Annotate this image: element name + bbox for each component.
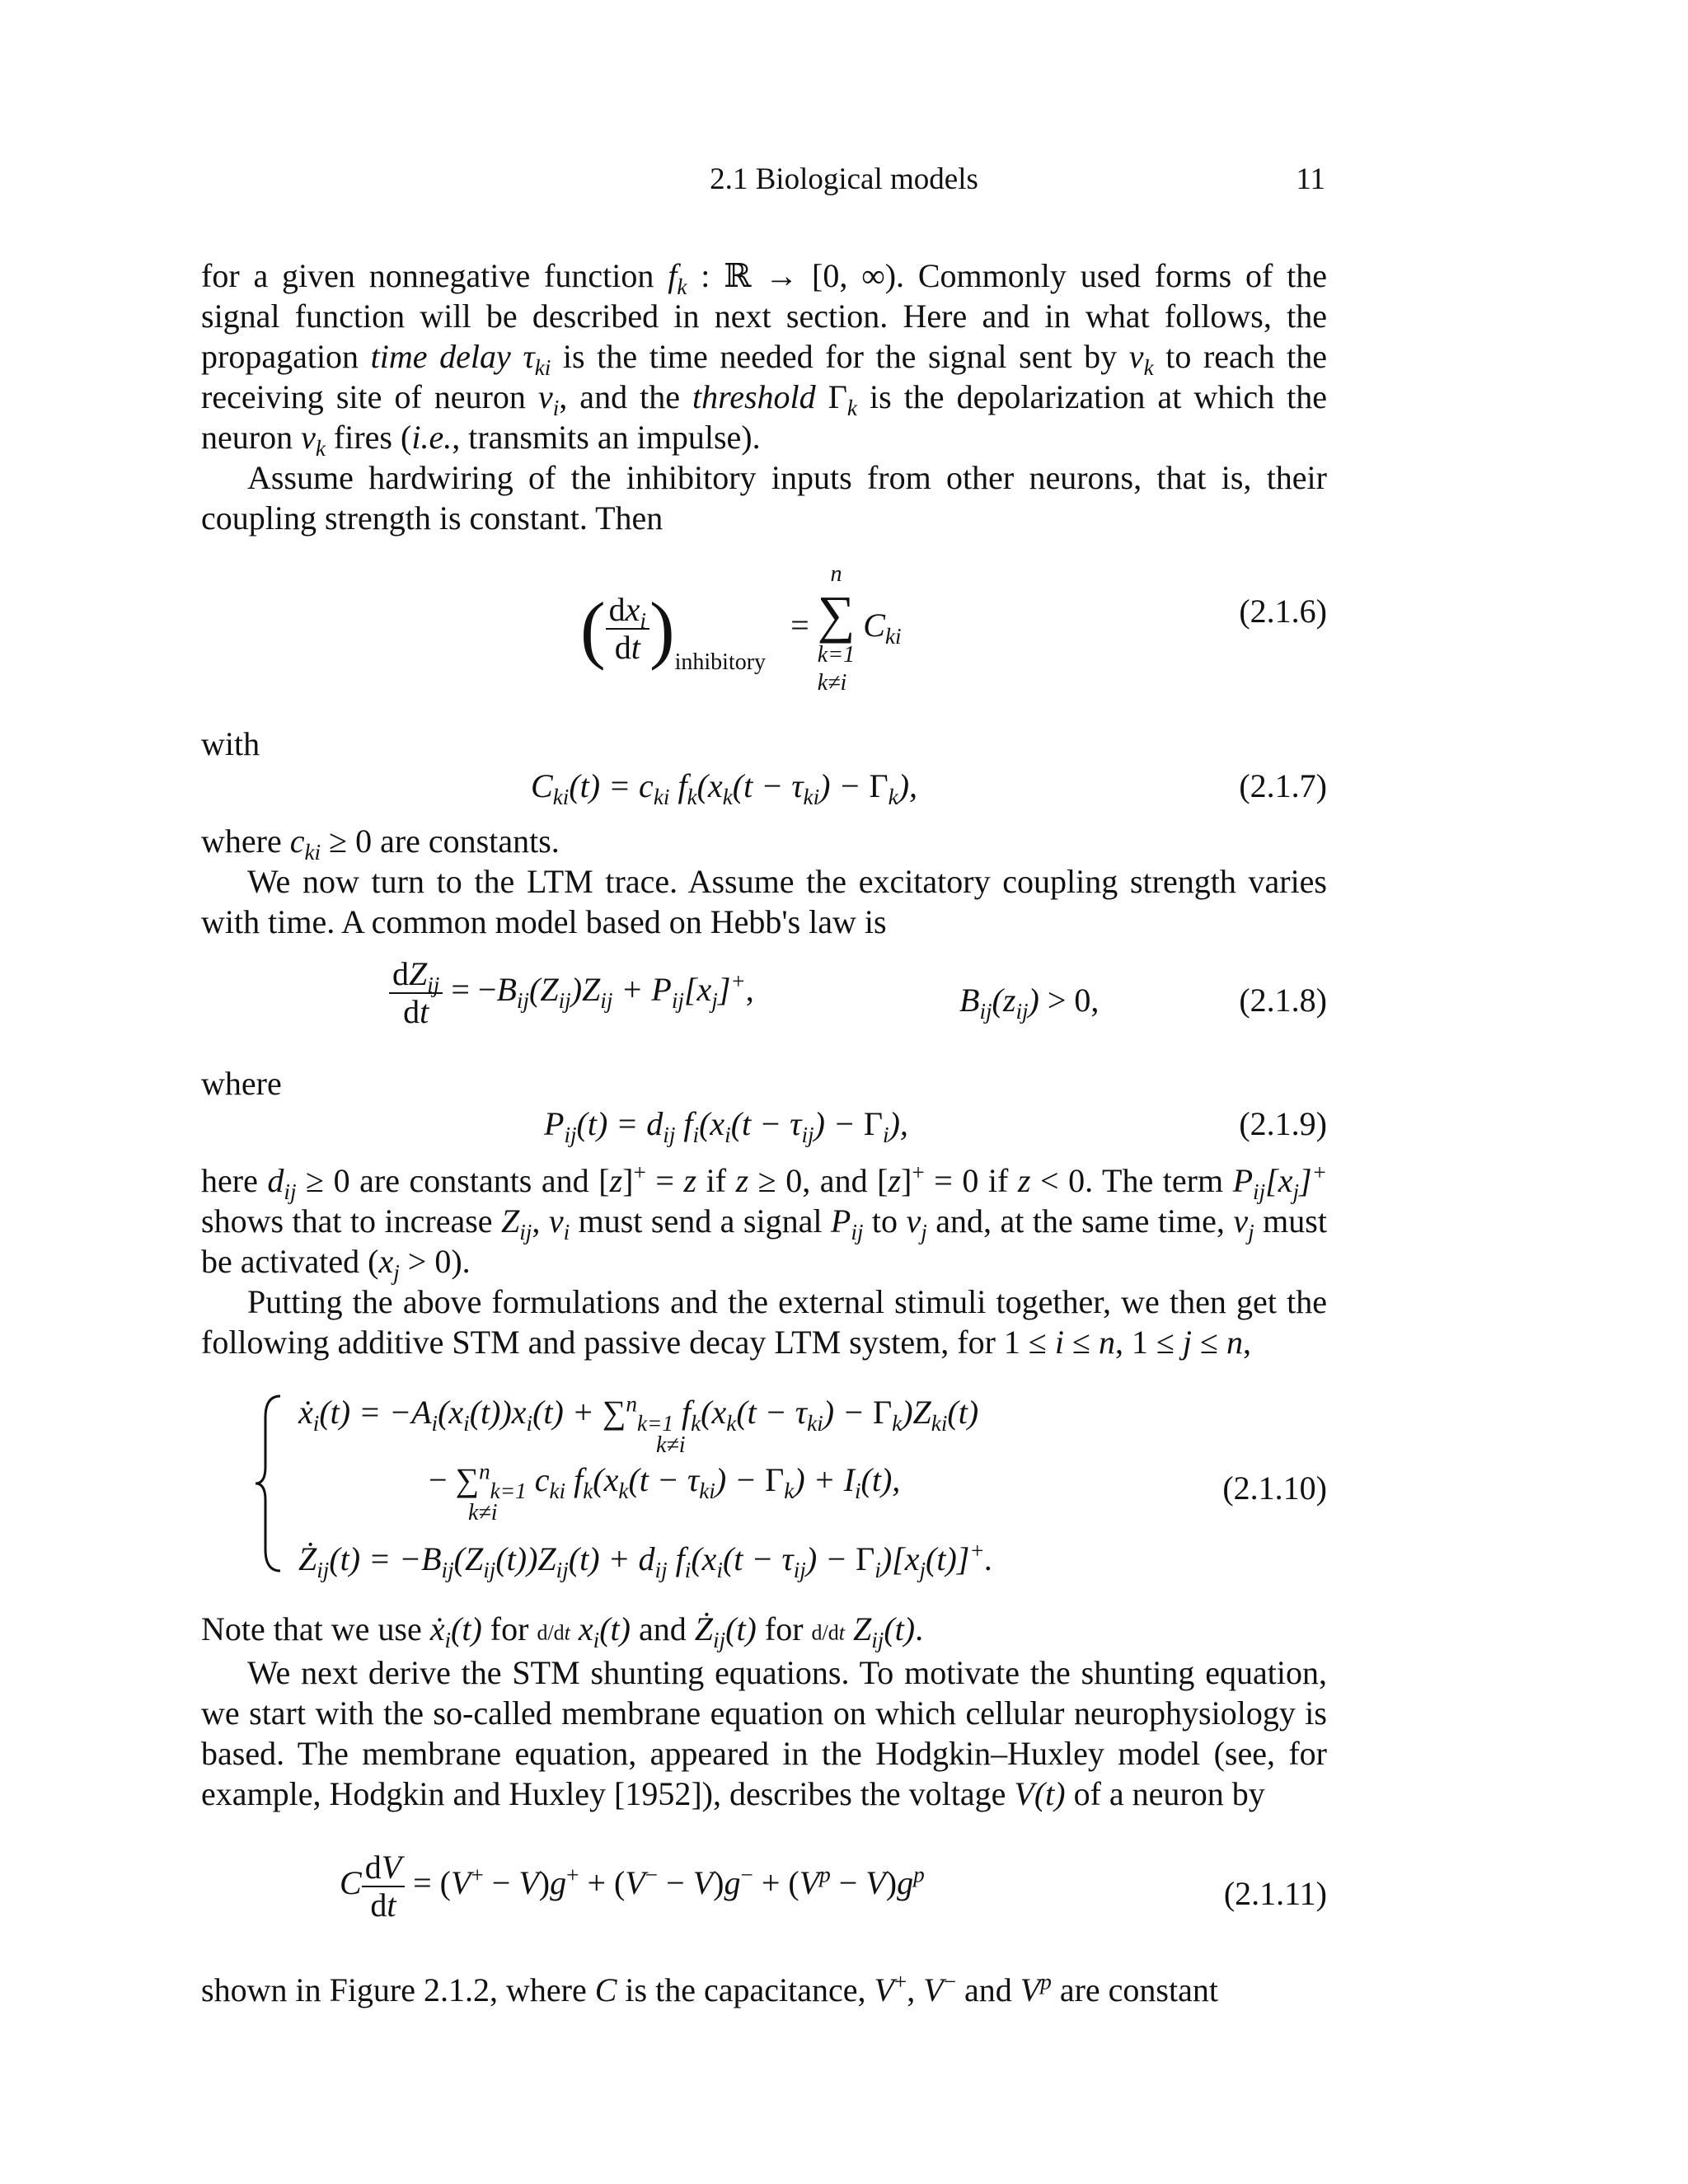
equation-2-1-9: $P_{ij}(t) = d_{ij}$ $f_i(x_i(t - \tau_{ij}) - \Gamma_i)$, (2.1.9): [544, 1105, 1327, 1147]
page: 2.1 Biological models 11 for a given nonnegative function $f_k$ : ℝ → [0, ∞). Commonly used forms of the signal function will be described in next section. Here and in what follows, the propagation time delay $\tau_{ki}$ is the time needed for the signal sent by $v_k$ to reach the receiving site of neuron $v_i$, and the threshold $\Gamma_k$ is the depolarization at which the neuron $v_k$ fires (i.e., transmits an impulse). Assume hardwiring of the inhibitory inputs from other neurons, that is, their coupling strength is constant. Then ( $\frac{dx_i}{dt}$ )$_{inhibitory}$ = n ∑ k=1 k≠i $C_{ki}$ (2.1.6) with $C_{ki}(t) = c_{ki}$ $f_k(x_k(t - \tau_{ki}) - \Gamma_k)$, (2.1.7) where $c_{ki} \ge 0$ are constants. We now turn to the LTM trace. Assume the excitatory coupling strength varies with time. A common model based on Hebb's law is $\frac{dZ_{ij}}{dt}$ = $-B_{ij}(Z_{ij})Z_{ij} + P_{ij}[x_j]^+$, $B_{ij}(z_{ij}) > 0$, (2.1.8) where $P_{ij}(t) = d_{ij}$ $f_i(x_i(t - \tau_{ij}) - \Gamma_i)$, (2.1.9) here $d_{ij} \ge 0$ are constants and [z]+ = z if z ≥ 0, and [z]+ = 0 if z < 0. The term $P_{ij}[x_j]^+$ shows that to increase $Z_{ij}$, $v_i$ must send a signal $P_{ij}$ to $v_j$ and, at the same time, $v_j$ must be activated $(x_j > 0)$. Putting the above formulations and the external stimuli together, we then get the following additive STM and passive decay LTM system, for 1 ≤ i ≤ n, 1 ≤ j ≤ n, ẋ$_i$(t) = $-A_i(x_i(t))x_i(t) + \sum^n_{k=1}$ $f_k(x_k(t - \tau_{ki}) - \Gamma_k)Z_{ki}(t)$ k≠i − ∑$^n_{k=1}$ $c_{ki}$ $f_k(x_k(t - \tau_{ki}) - \Gamma_k) + I_i(t)$, k≠i $Ż_{ij}(t) = -B_{ij}(Z_{ij}(t))Z_{ij}(t) + d_{ij}$ $f_i(x_i(t - \tau_{ij}) - \Gamma_i)[x_j(t)]^+$. (2.1.10) Note that we use ẋ$_i$(t) for d/dt $x_i(t)$ and $Ż_{ij}(t)$ for d/dt $Z_{ij}(t)$. We next derive the STM shunting equations. To motivate the shunting equation, we start with the so-called membrane equation on which cellular neurophysiology is based. The membrane equation, appeared in the Hodgkin–Huxley model (see, for example, Hodgkin and Huxley [1952]), describes the voltage V(t) of a neuron by C $\frac{dV}{dt}$ = $(V^+ - V)g^+ + (V^- - V)g^- + (V^p - V)g^p$ (2.1.11) shown in Figure 2.1.2, where C is the capacitance, V+, V− and $V^p$ are constant: [0, 0, 1688, 2184]
equation-number: (2.1.7): [1239, 767, 1327, 804]
paragraph-figure-ref: shown in Figure 2.1.2, where C is the capacitance, V+, V− and $V^p$ are constant: [201, 1969, 1218, 2008]
equation-2-1-11: C $\frac{dV}{dt}$ = $(V^+ - V)g^+ + (V^- - V)g^- + (V^p - V)g^p$ (2.1.11): [340, 1849, 1327, 1924]
equation-2-1-7: $C_{ki}(t) = c_{ki}$ $f_k(x_k(t - \tau_{ki}) - \Gamma_k)$, (2.1.7): [531, 767, 1327, 809]
header-title: 2.1 Biological models: [710, 162, 978, 196]
equation-number: (2.1.9): [1239, 1105, 1327, 1142]
equation-2-1-8: $\frac{dZ_{ij}}{dt}$ = $-B_{ij}(Z_{ij})Z_{ij} + P_{ij}[x_j]^+$, $B_{ij}(z_{ij}) > 0$, (2.1.8): [201, 956, 1327, 1047]
equation-number: (2.1.6): [1239, 593, 1327, 630]
equation-number: (2.1.11): [1223, 1875, 1327, 1912]
equation-number: (2.1.8): [1239, 982, 1327, 1019]
paragraph-signal-function: for a given nonnegative function $f_k$ : ℝ → [0, ∞). Commonly used forms of the signal function will be described in next section. Here and in what follows, the propagation time delay $\tau_{ki}$ is the time needed for the signal sent by $v_k$ to reach the receiving site of neuron $v_i$, and the threshold $\Gamma_k$ is the depolarization at which the neuron $v_k$ fires (i.e., transmits an impulse). Assume hardwiring of the inhibitory inputs from other neurons, that is, their coupling strength is constant. Then: [201, 257, 1328, 537]
paragraph-note-shunting: Note that we use ẋ$_i$(t) for d/dt $x_i(t)$ and $Ż_{ij}(t)$ for d/dt $Z_{ij}(t)$. We next derive the STM shunting equations. To motivate the shunting equation, we start with the so-called membrane equation on which cellular neurophysiology is based. The membrane equation, appeared in the Hodgkin–Huxley model (see, for example, Hodgkin and Huxley [1952]), describes the voltage V(t) of a neuron by: [201, 1610, 1327, 1813]
with-label: with: [201, 725, 260, 762]
paragraph-hebb-terms: here $d_{ij} \ge 0$ are constants and [z]+ = z if z ≥ 0, and [z]+ = 0 if z < 0. The term $P_{ij}[x_j]^+$ shows that to increase $Z_{ij}$, $v_i$ must send a signal $P_{ij}$ to $v_j$ and, at the same time, $v_j$ must be activated $(x_j > 0)$. Putting the above formulations and the external stimuli together, we then get the following additive STM and passive decay LTM system, for 1 ≤ i ≤ n, 1 ≤ j ≤ n,: [201, 1160, 1327, 1361]
equation-number: (2.1.10): [1222, 1469, 1327, 1507]
paragraph-ltm: where $c_{ki} \ge 0$ are constants. We now turn to the LTM trace. Assume the excitatory coupling strength varies with time. A common model based on Hebb's law is: [201, 823, 1327, 940]
where-label: where: [201, 1065, 282, 1102]
page-number: 11: [1296, 162, 1325, 196]
inhibitory-subscript: inhibitory: [674, 649, 767, 676]
equation-2-1-6: ( $\frac{dx_i}{dt}$ )$_{inhibitory}$ = n ∑ k=1 k≠i $C_{ki}$ (2.1.6): [580, 561, 1327, 696]
